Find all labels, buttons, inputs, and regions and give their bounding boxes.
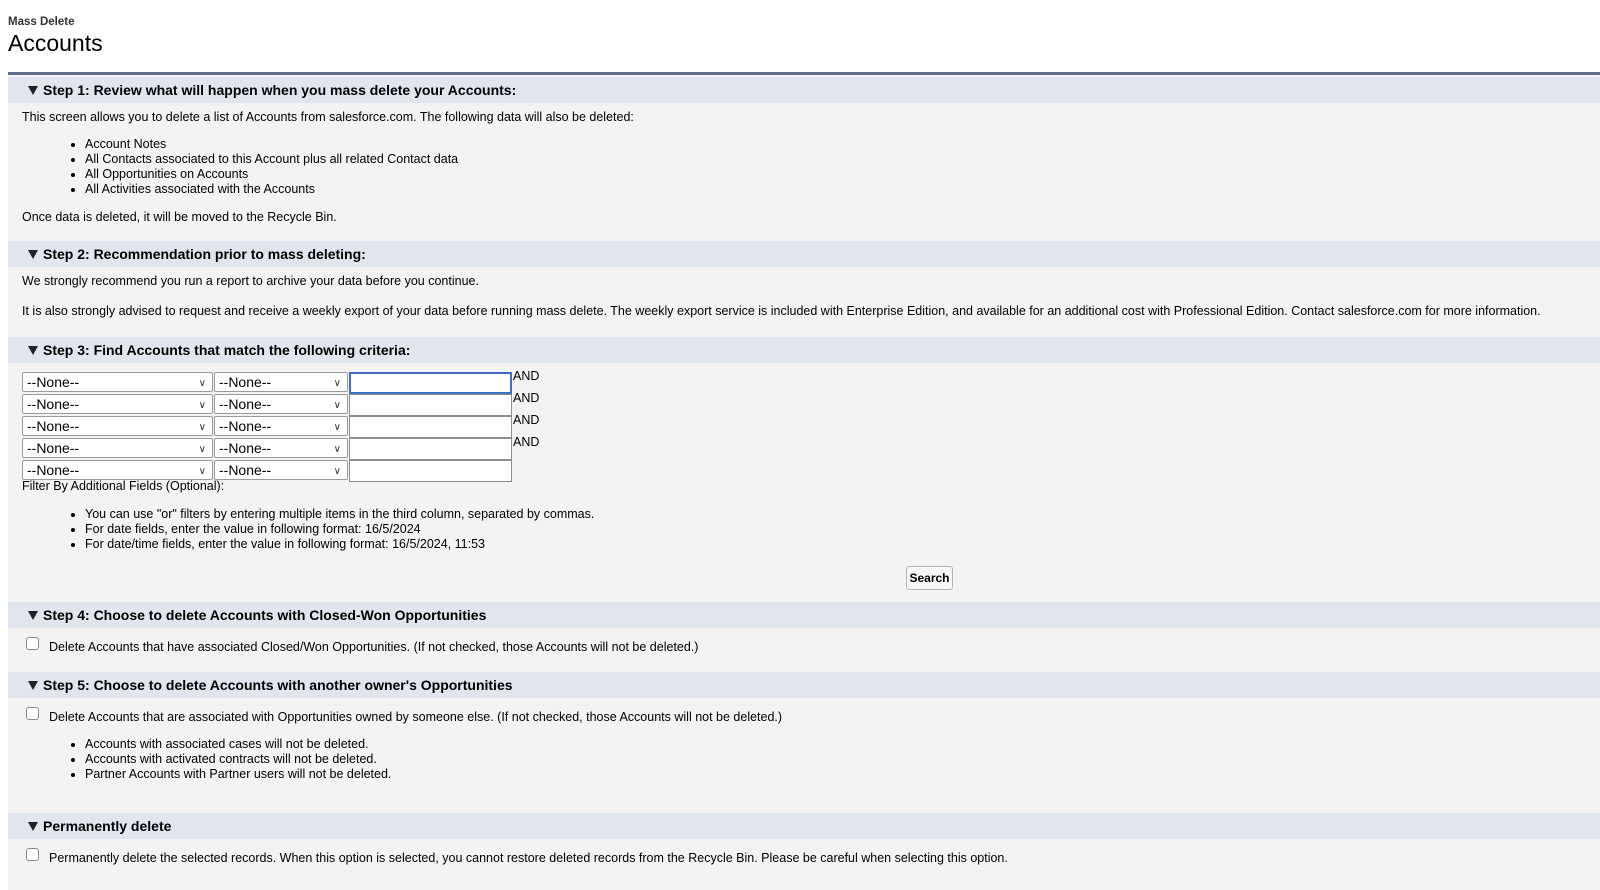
- list-item: • Account Notes: [85, 137, 458, 152]
- operator-select-value: --None--: [219, 440, 272, 456]
- and-connector: AND: [513, 391, 540, 405]
- step1-title: Step 1: Review what will happen when you mass delete your Accounts:: [43, 82, 517, 98]
- field-select[interactable]: [22, 438, 213, 458]
- chevron-down-icon: ∨: [333, 400, 341, 411]
- step1-intro: This screen allows you to delete a list of Accounts from salesforce.com. The following data will also be deleted:: [22, 110, 634, 124]
- page-header: [8, 16, 103, 58]
- and-connector: AND: [513, 369, 540, 383]
- field-select[interactable]: [22, 416, 213, 436]
- list-item: • For date/time fields, enter the value in following format: 16/5/2024, 11:53: [85, 537, 594, 552]
- list-item: • Accounts with activated contracts will not be deleted.: [85, 752, 391, 767]
- step5-header[interactable]: [8, 672, 1600, 698]
- operator-select[interactable]: [214, 460, 348, 480]
- value-input[interactable]: [349, 416, 512, 438]
- step3-title: Step 3: Find Accounts that match the following criteria:: [43, 342, 411, 358]
- value-input[interactable]: [349, 372, 512, 394]
- chevron-down-icon: ∨: [198, 444, 206, 455]
- list-item: • All Contacts associated to this Account plus all related Contact data: [85, 152, 458, 167]
- permanent-delete-checkbox-label: Permanently delete the selected records. When this option is selected, you cannot restore deleted records from the Recycle Bin. Please be careful when selecting this option.: [49, 851, 1008, 865]
- step2-recommendation: We strongly recommend you run a report to archive your data before you continue.: [22, 274, 479, 288]
- and-connector: AND: [513, 413, 540, 427]
- list-item: • All Opportunities on Accounts: [85, 167, 458, 182]
- value-input[interactable]: [349, 394, 512, 416]
- field-select-value: --None--: [27, 440, 80, 456]
- criteria-row: [22, 413, 582, 438]
- step5-title: Step 5: Choose to delete Accounts with another owner's Opportunities: [43, 677, 513, 693]
- step3-header[interactable]: [8, 337, 1600, 363]
- collapse-triangle-icon[interactable]: [28, 250, 38, 259]
- collapse-triangle-icon[interactable]: [28, 611, 38, 620]
- field-select[interactable]: [22, 372, 213, 392]
- field-select[interactable]: [22, 460, 213, 480]
- field-select-value: --None--: [27, 396, 80, 412]
- list-item: • For date fields, enter the value in following format: 16/5/2024: [85, 522, 594, 537]
- other-owner-opportunities-checkbox[interactable]: [26, 707, 39, 720]
- collapse-triangle-icon[interactable]: [28, 681, 38, 690]
- value-input[interactable]: [349, 460, 512, 482]
- operator-select[interactable]: [214, 394, 348, 414]
- criteria-row: [22, 391, 582, 416]
- step1-outro: Once data is deleted, it will be moved to the Recycle Bin.: [22, 210, 337, 224]
- chevron-down-icon: ∨: [198, 466, 206, 477]
- chevron-down-icon: ∨: [333, 466, 341, 477]
- permanent-delete-title: Permanently delete: [43, 818, 172, 834]
- chevron-down-icon: ∨: [198, 400, 206, 411]
- collapse-triangle-icon[interactable]: [28, 346, 38, 355]
- operator-select[interactable]: [214, 416, 348, 436]
- chevron-down-icon: ∨: [198, 422, 206, 433]
- step1-deleted-data-list: [66, 137, 458, 197]
- operator-select[interactable]: [214, 438, 348, 458]
- chevron-down-icon: ∨: [333, 422, 341, 433]
- chevron-down-icon: ∨: [333, 378, 341, 389]
- step1-header[interactable]: [8, 77, 1600, 103]
- operator-select-value: --None--: [219, 396, 272, 412]
- collapse-triangle-icon[interactable]: [28, 822, 38, 831]
- chevron-down-icon: ∨: [198, 378, 206, 389]
- field-select-value: --None--: [27, 462, 80, 478]
- permanent-delete-header[interactable]: [8, 813, 1600, 839]
- list-item: • Partner Accounts with Partner users will not be deleted.: [85, 767, 391, 782]
- criteria-row: [22, 435, 582, 460]
- list-item: • All Activities associated with the Accounts: [85, 182, 458, 197]
- criteria-row: [22, 369, 582, 394]
- and-connector: AND: [513, 435, 540, 449]
- field-select[interactable]: [22, 394, 213, 414]
- step4-header[interactable]: [8, 602, 1600, 628]
- filter-additional-fields-label: Filter By Additional Fields (Optional):: [22, 479, 225, 493]
- breadcrumb: Mass Delete: [8, 16, 75, 28]
- step5-notes-list: [66, 737, 391, 782]
- list-item: • Accounts with associated cases will not be deleted.: [85, 737, 391, 752]
- mass-delete-panel: [8, 72, 1600, 890]
- other-owner-opportunities-checkbox-label: Delete Accounts that are associated with Opportunities owned by someone else. (If not checked, those Accounts will not be deleted.): [49, 710, 783, 724]
- collapse-triangle-icon[interactable]: [28, 86, 38, 95]
- list-item: • You can use "or" filters by entering multiple items in the third column, separated by commas.: [85, 507, 594, 522]
- operator-select[interactable]: [214, 372, 348, 392]
- closed-won-checkbox-label: Delete Accounts that have associated Closed/Won Opportunities. (If not checked, those Accounts will not be deleted.): [49, 640, 699, 654]
- operator-select-value: --None--: [219, 462, 272, 478]
- step4-title: Step 4: Choose to delete Accounts with Closed-Won Opportunities: [43, 607, 487, 623]
- value-input[interactable]: [349, 438, 512, 460]
- operator-select-value: --None--: [219, 418, 272, 434]
- step2-header[interactable]: [8, 241, 1600, 267]
- search-button[interactable]: Search: [906, 566, 953, 590]
- filter-tips-list: [66, 507, 594, 552]
- field-select-value: --None--: [27, 418, 80, 434]
- permanent-delete-checkbox[interactable]: [26, 848, 39, 861]
- chevron-down-icon: ∨: [333, 444, 341, 455]
- page-title: Accounts: [8, 30, 103, 56]
- step2-title: Step 2: Recommendation prior to mass deleting:: [43, 246, 366, 262]
- field-select-value: --None--: [27, 374, 80, 390]
- closed-won-checkbox[interactable]: [26, 637, 39, 650]
- operator-select-value: --None--: [219, 374, 272, 390]
- step2-export-advice: It is also strongly advised to request and receive a weekly export of your data before running mass delete. The weekly export service is included with Enterprise Edition, and available for an additional cost with Professional Edition. Contact salesforce.com for more information.: [22, 304, 1541, 318]
